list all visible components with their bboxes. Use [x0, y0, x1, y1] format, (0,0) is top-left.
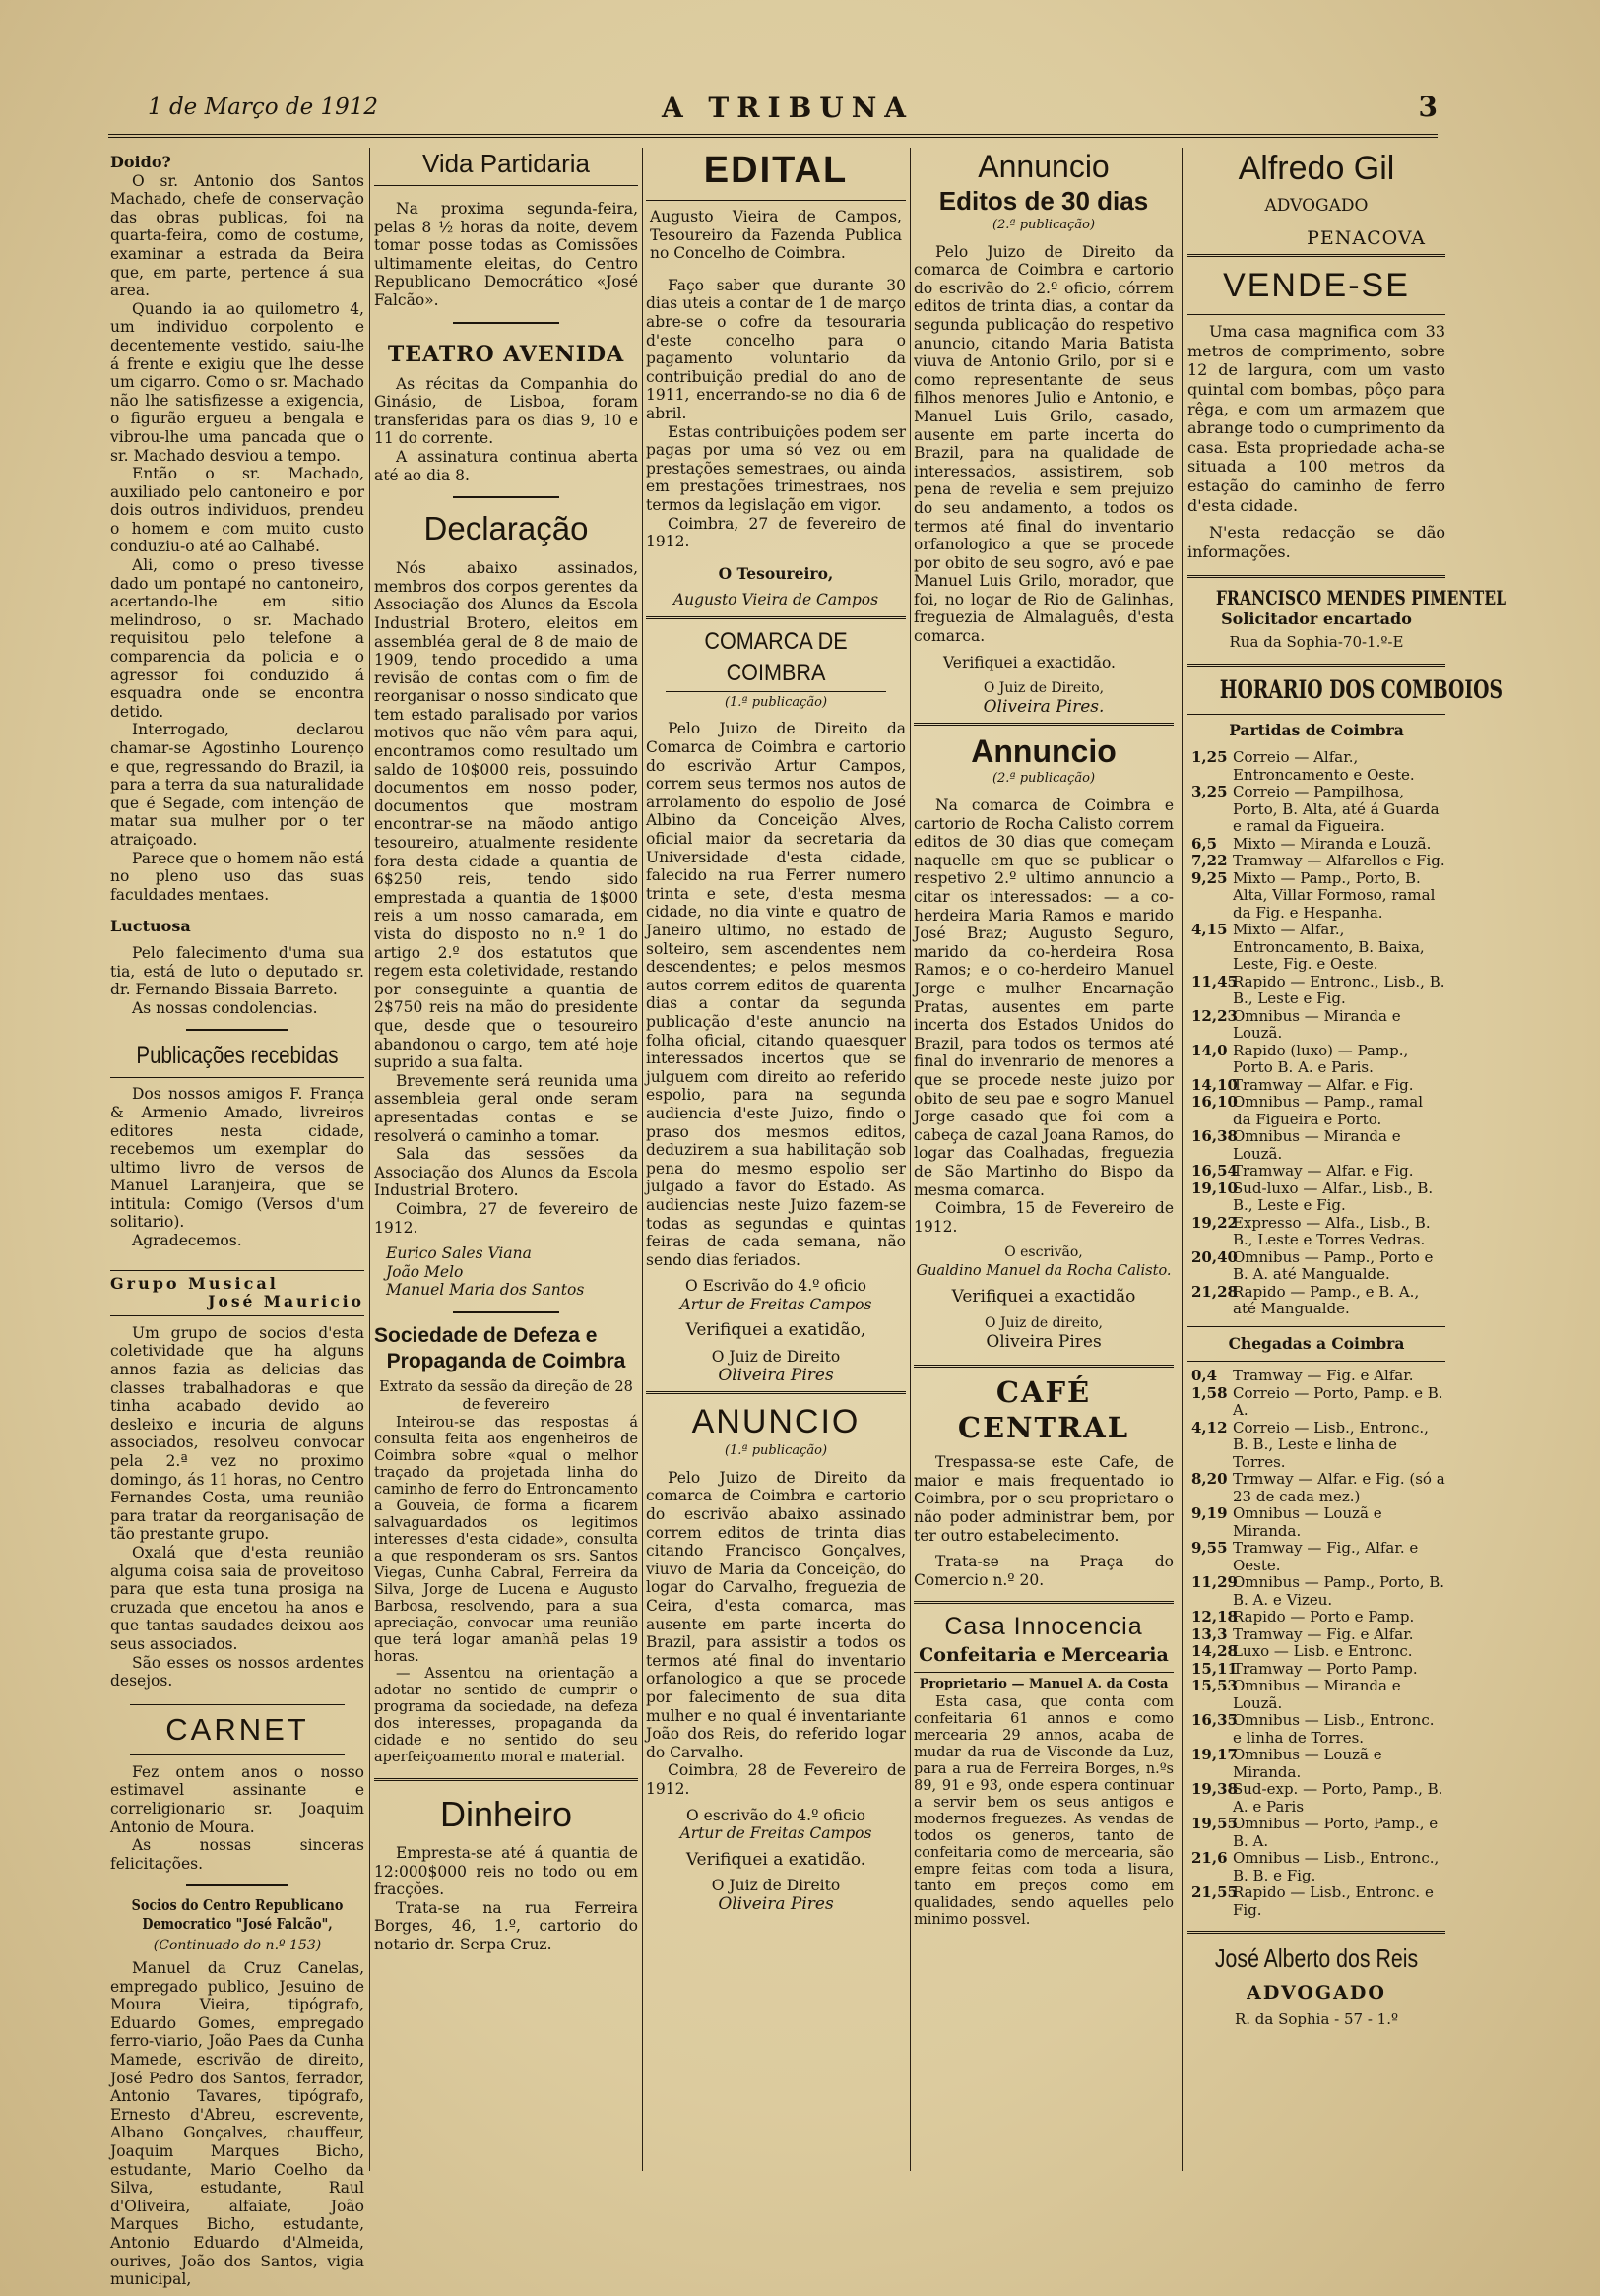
- anuncio-heading: ANUNCIO: [691, 1403, 861, 1441]
- paragraph: Brevemente será reunida uma assembleia geral onde seram apresentadas contas e se resolverá o caminho a tomar.: [374, 1071, 638, 1145]
- train-row: 1,25 Correio — Alfar., Entroncamento e Oeste.: [1191, 748, 1415, 784]
- rule: [1187, 1931, 1445, 1934]
- paragraph: N'esta redacção se dão informações.: [1187, 523, 1445, 561]
- paragraph: Ali, como o preso tivesse dado um pontapé no cantoneiro, acertando-lhe em sitio melindroso, o sr. Machado requisitou pelo telefone a comparencia da policia e o agressor foi conduzido á esquadra onde se encontra detido.: [110, 556, 364, 721]
- paragraph: Então o sr. Machado, auxiliado pelo cantoneiro e por dois outros individuos, prendeu o homem e com muito custo conduziu-o até ao Calhabé.: [110, 465, 364, 556]
- paragraph: Quando ia ao quilometro 4, um individuo corpolento e decentemente vestido, saiu-lhe á frente e exigiu que lhe desse um cigarro. Como o sr. Machado não lhe satisfizesse a exigencia, o figurão ergueu a bengala e vibrou-lhe uma pancada que o sr. Machado desviou a tempo.: [110, 299, 364, 465]
- dinheiro-heading: Dinheiro: [439, 1794, 573, 1835]
- annuncio2-juiz-name: Oliveira Pires: [986, 1331, 1102, 1352]
- train-row: 16,38 Omnibus — Miranda e Louzã.: [1191, 1127, 1401, 1163]
- paragraph: — Assentou na orientação a adotar no sentido de cumprir o programa da sociedade, na defeza dos interesses, propaganda da cidade e no sentido do seu aperfeiçoamento moral e material.: [374, 1666, 638, 1766]
- annuncio1-verif: Verifiquei a exactidão.: [943, 653, 1116, 671]
- train-row: 21,28 Rapido — Pamp., e B. A., até Mangualde.: [1191, 1282, 1420, 1318]
- train-row: 19,38 Sud-exp. — Porto, Pamp., B. A. e Paris: [1191, 1780, 1443, 1816]
- grupo-subheading: José Mauricio: [110, 1293, 364, 1316]
- paragraph: Pelo Juizo de Direito da comarca de Coimbra e cartorio do escrivão abaixo assinado correm editos de trinta dias citando Francisco Gonçalves, viuvo de Maria da Conceição, do logar do Carvalho, freguezia de Ceira, d'esta comarca, mas ausente em parte incerta do Brazil, para assistir a todos os termos até final do inventario orfanologico a que se procede por falecimento de sua dita mulher e no qual é inventariante João dos Reis, do referido logar do Carvalho.: [646, 1468, 906, 1761]
- socios-heading: Socios do Centro Republicano: [131, 1896, 344, 1915]
- partidas-heading: Partidas de Coimbra: [1229, 720, 1404, 739]
- rule: [110, 1077, 364, 1078]
- paragraph: Coimbra, 27 de fevereiro de 1912.: [646, 514, 906, 551]
- train-row: 8,20 Trmway — Alfar. e Fig. (só a 23 de cada mez.): [1191, 1470, 1445, 1505]
- paragraph: Esta casa, que conta com confeitaria 61 annos e como mercearia 29 annos, acaba de mudar da rua de Visconde da Luz, para a rua de Ferreira Borges, n.ºs 89, 91 e 93, onde espera continuar a servir bem os seus antigos e modernos freguezes. As vendas de todos os generos, tanto de confeitaria como de mercearia, são empre feitas com toda a lisura, tanto em preços como em qualidades, sendo aquelles pelo minimo possvel.: [914, 1694, 1174, 1928]
- train-row: 16,10 Omnibus — Pamp., ramal da Figueira e Porto.: [1191, 1093, 1424, 1128]
- edital-sig-name: Augusto Vieira de Campos: [672, 591, 879, 609]
- rule: [646, 616, 906, 619]
- paragraph: As nossas condolencias.: [132, 998, 318, 1017]
- annuncio1-subheading: Editos de 30 dias: [938, 186, 1149, 216]
- train-row: 12,23 Omnibus — Miranda e Louzã.: [1191, 1006, 1401, 1043]
- comarca-escrivao: O Escrivão do 4.º oficio: [684, 1277, 867, 1296]
- paragraph: Oxalá que d'esta reunião alguma coisa saia de proveitoso para que esta tuna prosiga na cruzada que encetou ha anos e que tantas saudades deixou aos seus associados.: [110, 1543, 364, 1653]
- anuncio-juiz: O Juiz de Direito: [711, 1877, 841, 1895]
- rule: [1187, 575, 1445, 578]
- anuncio-juiz-name: Oliveira Pires: [718, 1893, 834, 1914]
- rule: [374, 1778, 638, 1781]
- annuncio2-escrivao: O escrivão,: [1004, 1244, 1083, 1261]
- edital-heading: EDITAL: [703, 150, 849, 191]
- ornament-rule: [374, 316, 638, 328]
- jose-title: ADVOGADO: [1247, 1982, 1386, 2005]
- train-row: 7,22 Tramway — Alfarellos e Fig.: [1191, 852, 1445, 870]
- annuncio1-pub: (2.ª publicação): [992, 218, 1096, 232]
- alfredo-place: PENACOVA: [1307, 226, 1426, 249]
- annuncio1-juiz-name: Oliveira Pires.: [983, 696, 1105, 717]
- rule: [914, 723, 1174, 726]
- column-3: [646, 148, 906, 2176]
- anuncio-escrivao: O escrivão do 4.º oficio: [686, 1806, 865, 1824]
- rule: [646, 200, 906, 201]
- ornament-rule: [110, 1879, 364, 1890]
- partidas-list: [1187, 749, 1445, 1318]
- paragraph: Agradecemos.: [132, 1232, 242, 1250]
- train-row: 4,12 Correio — Lisb., Entronc., B. B., Leste e linha de Torres.: [1191, 1418, 1429, 1471]
- socios-continued: (Continuado do n.º 153): [153, 1938, 322, 1954]
- column-divider: [369, 148, 370, 2171]
- column-1: [110, 148, 364, 2289]
- sociedade-subheading: Propaganda de Coimbra: [386, 1349, 626, 1372]
- annuncio2-heading: Annuncio: [971, 733, 1117, 770]
- paragraph: A assinatura continua aberta até ao dia 8.: [374, 447, 638, 484]
- train-row: 9,25 Mixto — Pamp., Porto, B. Alta, Villar Formoso, ramal da Fig. e Hespanha.: [1191, 868, 1436, 922]
- paragraph: As récitas da Companhia do Ginásio, de Lisboa, foram transferidas para os dias 9, 10 e 11 do corrente.: [374, 374, 638, 448]
- train-row: 14,28 Luxo — Lisb. e Entronc.: [1191, 1642, 1413, 1661]
- signature: Eurico Sales Viana: [386, 1244, 532, 1263]
- train-row: 0,4 Tramway — Fig. e Alfar.: [1191, 1367, 1414, 1385]
- chegadas-heading: Chegadas a Coimbra: [1228, 1333, 1405, 1353]
- train-row: 19,10 Sud-luxo — Alfar., Lisb., B. B., Leste e Fig.: [1191, 1179, 1434, 1215]
- paragraph: Trata-se na rua Ferreira Borges, 46, 1.º, cartorio do notario dr. Serpa Cruz.: [374, 1898, 638, 1954]
- train-row: 14,10 Tramway — Alfar. e Fig.: [1191, 1075, 1414, 1094]
- train-row: 6,5 Mixto — Miranda e Louzã.: [1191, 834, 1432, 853]
- train-row: 21,6 Omnibus — Lisb., Entronc., B. B. e Fig.: [1191, 1849, 1440, 1884]
- paragraph: Faço saber que durante 30 dias uteis a contar de 1 de março abre-se o cofre da tesouraria d'este concelho para o pagamento voluntario da contribuição predial do ano de 1911, encerrando-se no dia 6 de abril.: [646, 276, 906, 422]
- horario-heading: HORARIO DOS COMBOIOS: [1219, 674, 1503, 704]
- paragraph: Trespassa-se este Cafe, de maior e mais frequentado io Coimbra, por o seu proprietaro o não poder administrar bem, por ter outro estabelecimento.: [914, 1453, 1174, 1545]
- rule: [646, 1391, 906, 1394]
- doido-heading: Doido?: [110, 153, 171, 171]
- comarca-pub: (1.ª publicação): [724, 694, 828, 710]
- jose-address: R. da Sophia - 57 - 1.º: [1234, 2009, 1399, 2028]
- train-row: 20,40 Omnibus — Pamp., Porto e B. A. até Mangualde.: [1191, 1247, 1434, 1284]
- sociedade-extrato: Extrato da sessão da direção de 28 de fevereiro: [379, 1378, 633, 1414]
- francisco-title: Solicitador encartado: [1221, 609, 1412, 629]
- paragraph: Interrogado, declarou chamar-se Agostinho Lourenço e que, regressando do Brazil, ia para a terra da sua naturalidade que é Segade, com intenção de matar sua mulher por o ter atraiçoado.: [110, 721, 364, 849]
- train-row: 13,3 Tramway — Fig. e Alfar.: [1191, 1625, 1414, 1643]
- train-row: 1,58 Correio — Porto, Pamp. e B. A.: [1191, 1383, 1443, 1420]
- luctuosa-heading: Luctuosa: [110, 917, 191, 936]
- ornament-rule: [374, 1306, 638, 1317]
- train-row: 15,11 Tramway — Porto Pamp.: [1191, 1659, 1418, 1678]
- comarca-heading: COMARCA DE COIMBRA: [704, 627, 848, 686]
- teatro-heading: TEATRO AVENIDA: [387, 341, 625, 367]
- paragraph: O sr. Antonio dos Santos Machado, chefe de conservação das obras publicas, foi na quarta-feira, como de costume, examinar a estrada da Beira que, em parte, pertence á sua area.: [110, 171, 364, 300]
- paragraph: Na proxima segunda-feira, pelas 8 ½ horas da noite, devem tomar posse todas as Comissões ultimamente eleitas, do Centro Republicano Democrático «José Falcão».: [374, 200, 638, 309]
- masthead: [148, 91, 1438, 128]
- masthead-date: 1 de Março de 1912: [148, 95, 379, 120]
- paragraph: As nossas sinceras felicitações.: [110, 1836, 364, 1873]
- rule: [130, 1704, 345, 1705]
- train-row: 15,53 Omnibus — Miranda e Louzã.: [1191, 1677, 1401, 1712]
- rule: [1187, 1326, 1445, 1327]
- train-row: 19,17 Omnibus — Louzã e Miranda.: [1191, 1746, 1382, 1781]
- ornament-rule: [110, 1023, 364, 1035]
- signature: Manuel Maria dos Santos: [386, 1281, 585, 1300]
- rule: [1187, 314, 1445, 315]
- paragraph: Manuel da Cruz Canelas, empregado publico, Jesuino de Moura Vieira, tipógrafo, Eduardo Gomes, empregado ferro-viario, João Paes da Cunha Mamede, escrivão de direito, José Pedro dos Santos, ferrador, Antonio Tavares, tipógrafo, Ernesto d'Abreu, escrevente, Albano Gonçalves, chauffeur, Joaquim Marques Bicho, estudante, Mario Coelho da Silva, estudante, Raul d'Oliveira, alfaiate, João Marques Bicho, estudante, Antonio Eduardo d'Almeida, ourives, João dos Santos, vigia municipal,: [110, 1959, 364, 2289]
- rule: [1187, 254, 1445, 257]
- cafe-heading: CAFÉ CENTRAL: [957, 1375, 1130, 1445]
- paragraph: Coimbra, 28 de Fevereiro de 1912.: [646, 1761, 906, 1798]
- comarca-escrivao-name: Artur de Freitas Campos: [679, 1295, 872, 1313]
- francisco-name: FRANCISCO MENDES PIMENTEL: [1215, 586, 1507, 610]
- paragraph: Uma casa magnifica com 33 metros de comprimento, sobre 12 de largura, com um vasto quintal com bombas, pôço para rêga, e com um armazem que abrange todo o cumprimento da casa. Esta propriedade acha-se situada a 100 metros da estação do caminho de ferro d'esta cidade.: [1187, 322, 1445, 515]
- paragraph: Sala das sessões da Associação dos Alunos da Escola Industrial Brotero.: [374, 1145, 638, 1200]
- train-row: 16,54 Tramway — Alfar. e Fig.: [1191, 1162, 1414, 1180]
- train-row: 19,55 Omnibus — Porto, Pamp., e B. A.: [1191, 1815, 1439, 1850]
- rule: [1187, 1361, 1445, 1362]
- train-row: 14,0 Rapido (luxo) — Pamp., Porto B. A. e Paris.: [1191, 1041, 1409, 1077]
- annuncio2-verif: Verifiquei a exactidão: [951, 1287, 1136, 1307]
- casa-owner: Proprietario — Manuel A. da Costa: [919, 1677, 1169, 1692]
- chegadas-list: [1187, 1368, 1445, 1919]
- ornament-rule: [374, 490, 638, 502]
- paragraph: Um grupo de socios d'esta coletividade que ha alguns annos fazia as delicias das classes trabalhadoras e que tinha acabado devido ao desleixo e incuria de alguns associados, resolveu convocar pela 2.ª vez no proximo domingo, ás 11 horas, no Centro Fernandes Costa, uma reunião para tratar da reorganisação de tão prestante grupo.: [110, 1323, 364, 1544]
- masthead-title: A TRIBUNA: [661, 92, 915, 124]
- paragraph: Coimbra, 15 de Fevereiro de 1912.: [914, 1199, 1174, 1236]
- rule: [1187, 664, 1445, 667]
- vende-heading: VENDE-SE: [1223, 267, 1410, 305]
- edital-sig-title: O Tesoureiro,: [718, 563, 834, 583]
- rule: [1187, 714, 1445, 715]
- train-row: 9,55 Tramway — Fig., Alfar. e Oeste.: [1191, 1539, 1419, 1574]
- publicacoes-heading: Publicações recebidas: [136, 1042, 339, 1070]
- column-divider: [910, 148, 911, 2171]
- signature: João Melo: [386, 1262, 464, 1281]
- paragraph: Trata-se na Praça do Comercio n.º 20.: [914, 1553, 1174, 1589]
- paragraph: São esses os nossos ardentes desejos.: [110, 1653, 364, 1690]
- sociedade-heading: Sociedade de Defeza e: [374, 1323, 598, 1347]
- rule: [914, 1601, 1174, 1604]
- carnet-heading: CARNET: [165, 1711, 309, 1747]
- annuncio2-escrivao-name: Gualdino Manuel da Rocha Calisto.: [916, 1262, 1172, 1279]
- edital-intro: Augusto Vieira de Campos, Tesoureiro da Fazenda Publica no Concelho de Coimbra.: [650, 208, 902, 263]
- annuncio1-heading: Annuncio: [978, 149, 1110, 184]
- paragraph: Pelo Juizo de Direito da comarca de Coimbra e cartorio do escrivão do 2.º oficio, córrem editos de trinta dias, a contar da segunda publicação do respetivo anuncio, citando Maria Batista viuva de Antonio Grilo, por si e como representante de seus filhos menores Julio e Antonio, e Manuel Luis Grilo, casado, ausente em parte incerta do Brazil, para na qualidade de interessados, assistirem, sob pena de revelia e sem prejuizo do seu andamento, a todos os termos até final do inventario orfanologico a que se procede por obito de seu sogro, avó e pae Manuel Luis Grilo, morador, que foi, no logar de Rio de Galinhas, freguezia de Almalaguês, d'esta comarca.: [914, 242, 1174, 646]
- column-divider: [642, 148, 643, 2171]
- paragraph: Parece que o homem não está no pleno uso das suas faculdades mentaes.: [110, 849, 364, 904]
- page-number: 3: [1418, 91, 1438, 123]
- train-row: 4,15 Mixto — Alfar., Entroncamento, B. Baixa, Leste, Fig. e Oeste.: [1191, 921, 1425, 974]
- paragraph: Inteirou-se das respostas á consulta feita aos engenheiros de Coimbra sobre «qual o melhor traçado da projetada linha do caminho de ferro do Entroncamento a Gouveia, de forma a ficarem salvaguardados os legitimos interesses d'esta cidade», consulta a que responderam os srs. Santos Viegas, Cunha Cabral, Ferreira da Silva, Jorge de Lucena e Augusto Barbosa, resolvendo, para a sua apreciação, convocar uma reunião que terá logar amanhã pelas 19 horas.: [374, 1415, 638, 1666]
- vida-heading: Vida Partidaria: [374, 148, 638, 186]
- train-row: 11,45 Rapido — Entronc., Lisb., B. B., Leste e Fig.: [1191, 972, 1445, 1008]
- paragraph: Nós abaixo assinados, membros dos corpos gerentes da Associação dos Alunos da Escola Industrial Brotero, eleitos em assembléa geral de 8 de maio de 1909, tendo procedido a uma revisão de contas com o fim de reorganisar o nosso sindicato que tem estado paralisado por varios motivos que não vêm para aqui, encontramos como resultado um saldo de 10$000 reis, possuindo documentos em nosso poder, documentos que mostram encontrar-se na mãodo antigo tesoureiro, atualmente residente fora desta cidade a quantia de 6$250 reis, tendo sido emprestada a quantia de 1$000 reis a um nosso camarada, em vista do disposto no n.º 1 do artigo 2.º dos estatutos que regem esta coletividade, restando por conseguinte a quantia de 2$750 reis na mão do presidente que, desde que o tesoureiro abandonou o cargo, tem até hoje suprido a sua falta.: [374, 559, 638, 1072]
- train-row: 12,18 Rapido — Porto e Pamp.: [1191, 1608, 1415, 1626]
- train-row: 19,22 Expresso — Alfa., Lisb., B. B., Leste e Torres Vedras.: [1191, 1213, 1431, 1249]
- paragraph: Pelo Juizo de Direito da Comarca de Coimbra e cartorio do escrivão Artur Campos, correm seus termos nos autos de arrolamento do espolio de José Albino da Conceição Alves, oficial maior da secretaria da Universidade d'esta cidade, falecido na rua Ferrer numero trinta e sete, d'esta mesma cidade, no dia vinte e quatro de Janeiro ultimo, no estado de solteiro, sem ascendentes nem descendentes; e pelos mesmos autos correm editos de quarenta dias a contar da segunda publicação d'este anuncio na folha oficial, citando quaesquer interessados incertos que se julguem com direito ao referido espolio, para na segunda audiencia d'este Juizo, findo o praso dos mesmos editos, deduzirem a sua habilitação sob pena do mesmo espolio ser julgado a favor do Estado. As audiencias neste Juizo fazem-se todas as segundas e quintas feiras de cada semana, não sendo dias feriados.: [646, 720, 906, 1269]
- casa-heading: Casa Innocencia: [944, 1613, 1143, 1641]
- paragraph: Pelo falecimento d'uma sua tia, está de luto o deputado sr. dr. Fernando Bissaia Barreto.: [110, 943, 364, 999]
- paragraph: Na comarca de Coimbra e cartorio de Rocha Calisto correm editos de 30 dias que começam naquelle em que se publicar o respetivo 2.º ultimo annuncio a citar os interessados: — a co-herdeira Maria Ramos e marido José Braz; Augusto Segurо, marido da co-herdeira Rosa Ramos; e o co-herdeiro Manuel Jorge e mulher Encarnação Pratas, ausentes em parte incerta dos Estados Unidos do Brazil, para todos os termos até final do invenrario de menores a que se procede neste juizo por obito de seu pae e sogro Manuel Jorge casado que foi com a cabeça de cazal Joana Ramos, do logar das Coalhadas, freguezia de São Martinho do Bispo da mesma comarca.: [914, 797, 1174, 1199]
- column-divider: [1182, 148, 1183, 2171]
- rule: [666, 691, 886, 692]
- comarca-verif: Verifiquei a exatidão,: [685, 1320, 866, 1341]
- paragraph: Empresta-se até á quantia de 12:000$000 reis no todo ou em fracções.: [374, 1844, 638, 1899]
- train-row: 9,19 Omnibus — Louzã e Miranda.: [1191, 1504, 1382, 1540]
- francisco-address: Rua da Sophia-70-1.º-E: [1229, 632, 1404, 651]
- masthead-rule: [108, 134, 1438, 138]
- anuncio-escrivao-name: Artur de Freitas Campos: [679, 1824, 872, 1843]
- rule: [914, 1365, 1174, 1368]
- annuncio2-pub: (2.ª publicação): [992, 771, 1096, 787]
- paragraph: Fez ontem anos o nosso estimavel assinante e correligionario sr. Joaquim Antonio de Moura.: [110, 1762, 364, 1836]
- paragraph: Dos nossos amigos F. França & Armenio Amado, livreiros editores nesta cidade, recebemos um exemplar do ultimo livro de versos de Manuel Laranjeira, que se intitula: Comigo (Versos d'um solitario).: [110, 1085, 364, 1232]
- alfredo-name: Alfredo Gil: [1238, 150, 1395, 187]
- grupo-heading: Grupo Musical: [110, 1270, 364, 1294]
- jose-name: José Alberto dos Reis: [1214, 1944, 1419, 1974]
- alfredo-title: ADVOGADO: [1264, 196, 1369, 216]
- column-5: [1187, 148, 1507, 2176]
- column-4: [914, 148, 1174, 2176]
- anuncio-pub: (1.ª publicação): [724, 1443, 828, 1459]
- comarca-juiz-name: Oliveira Pires: [718, 1365, 834, 1385]
- column-2: [374, 148, 638, 2176]
- train-row: 16,35 Omnibus — Lisb., Entronc. e linha de Torres.: [1191, 1711, 1435, 1747]
- paragraph: Estas contribuições podem ser pagas por uma só vez ou em prestações semestraes, ou ainda em prestações trimestraes, nos termos da legislação em vigor.: [646, 422, 906, 514]
- anuncio-verif: Verifiquei a exatidão.: [685, 1849, 866, 1870]
- annuncio1-juiz: O Juiz de Direito,: [983, 680, 1105, 697]
- annuncio2-juiz: O Juiz de direito,: [985, 1315, 1103, 1332]
- comarca-juiz: O Juiz de Direito: [711, 1348, 841, 1367]
- paragraph: Coimbra, 27 de fevereiro de 1912.: [374, 1199, 638, 1237]
- train-row: 11,29 Omnibus — Pamp., Porto, B. B. A. e Vizeu.: [1191, 1573, 1445, 1609]
- train-row: 21,55 Rapido — Lisb., Entronc. e Fig.: [1191, 1883, 1434, 1919]
- casa-subheading: Confeitaria e Mercearia: [914, 1642, 1174, 1673]
- socios-subheading: Democratico "José Falcão",: [142, 1914, 333, 1933]
- declaracao-heading: Declaração: [423, 510, 589, 547]
- rule: [130, 1754, 345, 1755]
- train-row: 3,25 Correio — Pampilhosa, Porto, B. Alta, até á Guarda e ramal da Figueira.: [1191, 783, 1440, 836]
